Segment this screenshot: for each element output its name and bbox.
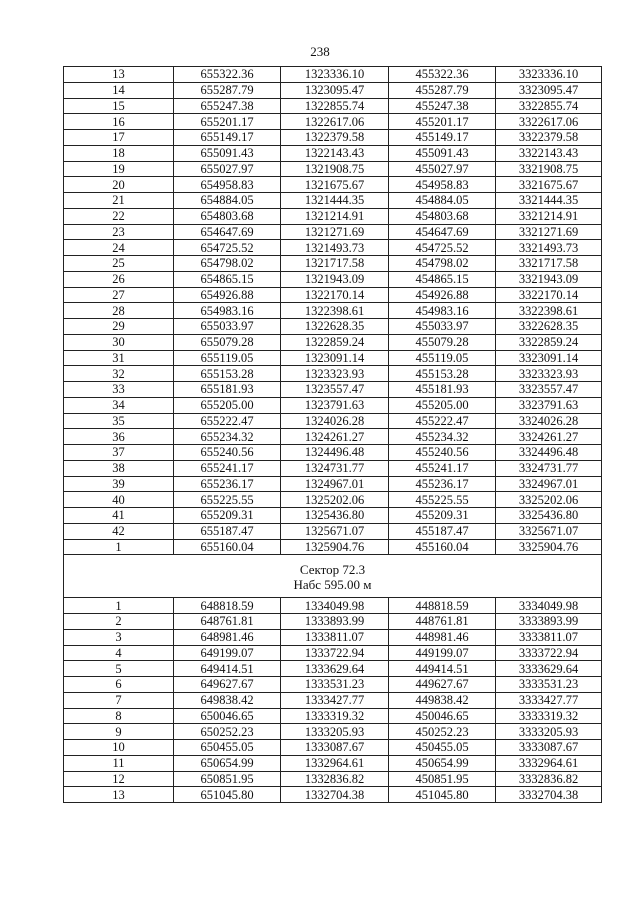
table-row <box>64 256 602 272</box>
coordinate-cell: 649627.67 <box>174 677 281 693</box>
coordinate-cell: 455079.28 <box>389 334 496 350</box>
coordinate-cell: 3321943.09 <box>496 271 602 287</box>
coordinate-cell: 3322379.58 <box>496 130 602 146</box>
coordinate-cell: 3321271.69 <box>496 224 602 240</box>
coordinate-cell: 3322398.61 <box>496 303 602 319</box>
table-row <box>64 755 602 771</box>
coordinate-cell: 655079.28 <box>174 334 281 350</box>
coordinate-cell: 455119.05 <box>389 350 496 366</box>
coordinate-cell: 455234.32 <box>389 429 496 445</box>
table-row <box>64 771 602 787</box>
coordinate-cell: 655149.17 <box>174 130 281 146</box>
coordinate-cell: 1324967.01 <box>281 476 389 492</box>
coordinate-cell: 1324261.27 <box>281 429 389 445</box>
coordinate-cell: 654926.88 <box>174 287 281 303</box>
coordinate-cell: 3332704.38 <box>496 787 602 803</box>
coordinate-cell: 3324261.27 <box>496 429 602 445</box>
coordinate-cell: 455091.43 <box>389 145 496 161</box>
table-row <box>64 177 602 193</box>
coordinate-cell: 1321675.67 <box>281 177 389 193</box>
coordinate-cell: 3322143.43 <box>496 145 602 161</box>
coordinate-cell: 650851.95 <box>174 771 281 787</box>
table-row <box>64 429 602 445</box>
point-number-cell: 12 <box>64 771 174 787</box>
point-number-cell: 38 <box>64 460 174 476</box>
coordinate-cell: 655205.00 <box>174 397 281 413</box>
table-row <box>64 740 602 756</box>
coordinate-cell: 655241.17 <box>174 460 281 476</box>
coordinate-cell: 1325904.76 <box>281 539 389 555</box>
coordinate-cell: 1325202.06 <box>281 492 389 508</box>
coordinate-cell: 1321717.58 <box>281 256 389 272</box>
coordinate-cell: 1323557.47 <box>281 382 389 398</box>
point-number-cell: 27 <box>64 287 174 303</box>
coordinate-cell: 455222.47 <box>389 413 496 429</box>
point-number-cell: 14 <box>64 82 174 98</box>
coordinate-cell: 3334049.98 <box>496 598 602 614</box>
point-number-cell: 42 <box>64 523 174 539</box>
point-number-cell: 37 <box>64 445 174 461</box>
coordinate-cell: 455033.97 <box>389 319 496 335</box>
section-header-cell <box>64 555 602 598</box>
coordinate-cell: 1321493.73 <box>281 240 389 256</box>
coordinate-cell: 455201.17 <box>389 114 496 130</box>
point-number-cell: 36 <box>64 429 174 445</box>
coordinate-cell: 1321214.91 <box>281 208 389 224</box>
coordinate-cell: 455209.31 <box>389 508 496 524</box>
coordinate-cell: 455160.04 <box>389 539 496 555</box>
point-number-cell: 29 <box>64 319 174 335</box>
table-row <box>64 82 602 98</box>
coordinate-cell: 3323095.47 <box>496 82 602 98</box>
coordinate-cell: 1325436.80 <box>281 508 389 524</box>
point-number-cell: 35 <box>64 413 174 429</box>
coordinate-cell: 3321717.58 <box>496 256 602 272</box>
coordinate-cell: 654865.15 <box>174 271 281 287</box>
coordinate-cell: 3332836.82 <box>496 771 602 787</box>
table-row <box>64 539 602 555</box>
coordinate-cell: 1323091.14 <box>281 350 389 366</box>
coordinate-cell: 649838.42 <box>174 692 281 708</box>
point-number-cell: 1 <box>64 539 174 555</box>
coordinate-cell: 1333893.99 <box>281 614 389 630</box>
point-number-cell: 11 <box>64 755 174 771</box>
coordinate-cell: 3322617.06 <box>496 114 602 130</box>
point-number-cell: 23 <box>64 224 174 240</box>
table-row <box>64 67 602 83</box>
table-row <box>64 677 602 693</box>
coordinate-cell: 654647.69 <box>174 224 281 240</box>
point-number-cell: 10 <box>64 740 174 756</box>
coordinate-cell: 3333319.32 <box>496 708 602 724</box>
coordinate-cell: 3333629.64 <box>496 661 602 677</box>
table-row <box>64 350 602 366</box>
coordinate-cell: 649199.07 <box>174 645 281 661</box>
coordinate-cell: 3333087.67 <box>496 740 602 756</box>
point-number-cell: 32 <box>64 366 174 382</box>
coordinate-cell: 3322170.14 <box>496 287 602 303</box>
coordinate-cell: 3333811.07 <box>496 629 602 645</box>
point-number-cell: 6 <box>64 677 174 693</box>
coordinate-cell: 3325202.06 <box>496 492 602 508</box>
point-number-cell: 20 <box>64 177 174 193</box>
table-row <box>64 413 602 429</box>
coordinate-cell: 1325671.07 <box>281 523 389 539</box>
coordinate-cell: 1322859.24 <box>281 334 389 350</box>
point-number-cell: 41 <box>64 508 174 524</box>
table-row <box>64 382 602 398</box>
coordinate-cell: 1324026.28 <box>281 413 389 429</box>
table-row <box>64 271 602 287</box>
coordinate-cell: 448818.59 <box>389 598 496 614</box>
coordinate-cell: 454647.69 <box>389 224 496 240</box>
coordinate-cell: 655181.93 <box>174 382 281 398</box>
coordinate-cell: 655222.47 <box>174 413 281 429</box>
point-number-cell: 39 <box>64 476 174 492</box>
coordinate-cell: 448981.46 <box>389 629 496 645</box>
coordinate-cell: 449838.42 <box>389 692 496 708</box>
point-number-cell: 7 <box>64 692 174 708</box>
coordinate-cell: 455149.17 <box>389 130 496 146</box>
coordinate-cell: 455322.36 <box>389 67 496 83</box>
table-row <box>64 208 602 224</box>
table-row <box>64 319 602 335</box>
point-number-cell: 31 <box>64 350 174 366</box>
coordinate-cell: 655234.32 <box>174 429 281 445</box>
coordinate-cell: 3324026.28 <box>496 413 602 429</box>
table-row <box>64 460 602 476</box>
coordinate-cell: 454926.88 <box>389 287 496 303</box>
coordinate-cell: 655209.31 <box>174 508 281 524</box>
coordinate-cell: 654798.02 <box>174 256 281 272</box>
coordinate-cell: 655322.36 <box>174 67 281 83</box>
table-row <box>64 114 602 130</box>
coordinate-cell: 1322628.35 <box>281 319 389 335</box>
coordinate-cell: 3323557.47 <box>496 382 602 398</box>
point-number-cell: 4 <box>64 645 174 661</box>
section-header-block <box>64 555 602 598</box>
coordinate-cell: 1334049.98 <box>281 598 389 614</box>
coordinate-cell: 651045.80 <box>174 787 281 803</box>
point-number-cell: 30 <box>64 334 174 350</box>
table-row <box>64 240 602 256</box>
coordinate-cell: 655287.79 <box>174 82 281 98</box>
coordinate-cell: 1322855.74 <box>281 98 389 114</box>
coordinate-cell: 1333722.94 <box>281 645 389 661</box>
table-row <box>64 724 602 740</box>
coordinate-cell: 650252.23 <box>174 724 281 740</box>
coordinate-cell: 454958.83 <box>389 177 496 193</box>
table-row <box>64 708 602 724</box>
coordinate-cell: 454865.15 <box>389 271 496 287</box>
coordinate-cell: 455225.55 <box>389 492 496 508</box>
coordinate-cell: 650455.05 <box>174 740 281 756</box>
point-number-cell: 1 <box>64 598 174 614</box>
coordinate-cell: 655187.47 <box>174 523 281 539</box>
coordinate-cell: 649414.51 <box>174 661 281 677</box>
coordinate-cell: 1332964.61 <box>281 755 389 771</box>
coordinate-cell: 454983.16 <box>389 303 496 319</box>
coordinate-cell: 655201.17 <box>174 114 281 130</box>
coordinate-cell: 1333427.77 <box>281 692 389 708</box>
point-number-cell: 22 <box>64 208 174 224</box>
coordinate-cell: 654725.52 <box>174 240 281 256</box>
coordinate-cell: 648818.59 <box>174 598 281 614</box>
coordinate-cell: 3323323.93 <box>496 366 602 382</box>
table-row <box>64 598 602 614</box>
table-row <box>64 445 602 461</box>
coordinate-cell: 448761.81 <box>389 614 496 630</box>
point-number-cell: 9 <box>64 724 174 740</box>
coordinate-cell: 3322859.24 <box>496 334 602 350</box>
coordinate-cell: 1333531.23 <box>281 677 389 693</box>
table-row <box>64 130 602 146</box>
coordinate-cell: 1332836.82 <box>281 771 389 787</box>
coordinate-cell: 455027.97 <box>389 161 496 177</box>
coordinate-cell: 3333531.23 <box>496 677 602 693</box>
coordinate-cell: 3322628.35 <box>496 319 602 335</box>
table-row <box>64 508 602 524</box>
table-row <box>64 145 602 161</box>
coordinate-cell: 3324496.48 <box>496 445 602 461</box>
coordinate-cell: 3321214.91 <box>496 208 602 224</box>
coordinate-cell: 455236.17 <box>389 476 496 492</box>
table-row <box>64 366 602 382</box>
coordinate-cell: 1333811.07 <box>281 629 389 645</box>
coordinate-cell: 454725.52 <box>389 240 496 256</box>
coordinate-cell: 455205.00 <box>389 397 496 413</box>
coordinate-cell: 655247.38 <box>174 98 281 114</box>
table-row <box>64 193 602 209</box>
coordinate-cell: 3325904.76 <box>496 539 602 555</box>
coordinate-cell: 449414.51 <box>389 661 496 677</box>
point-number-cell: 28 <box>64 303 174 319</box>
table-row <box>64 492 602 508</box>
coordinate-cell: 655225.55 <box>174 492 281 508</box>
point-number-cell: 19 <box>64 161 174 177</box>
table-row <box>64 787 602 803</box>
coordinate-cell: 3324967.01 <box>496 476 602 492</box>
coordinate-cell: 1321271.69 <box>281 224 389 240</box>
point-number-cell: 5 <box>64 661 174 677</box>
coordinate-cell: 1322143.43 <box>281 145 389 161</box>
coordinate-cell: 3332964.61 <box>496 755 602 771</box>
point-number-cell: 25 <box>64 256 174 272</box>
coordinate-cell: 1321943.09 <box>281 271 389 287</box>
coordinate-cell: 454884.05 <box>389 193 496 209</box>
coordinate-cell: 1323095.47 <box>281 82 389 98</box>
coordinate-cell: 1322617.06 <box>281 114 389 130</box>
coordinate-cell: 655091.43 <box>174 145 281 161</box>
coordinate-cell: 1322398.61 <box>281 303 389 319</box>
table-row <box>64 476 602 492</box>
coordinate-cell: 655236.17 <box>174 476 281 492</box>
coordinate-cell: 451045.80 <box>389 787 496 803</box>
coordinate-cell: 1332704.38 <box>281 787 389 803</box>
table-row <box>64 523 602 539</box>
point-number-cell: 2 <box>64 614 174 630</box>
coordinate-cell: 650654.99 <box>174 755 281 771</box>
coordinate-cell: 1324496.48 <box>281 445 389 461</box>
coordinate-cell: 1333629.64 <box>281 661 389 677</box>
coordinate-cell: 1333319.32 <box>281 708 389 724</box>
section-title: Сектор 72.3 <box>299 562 366 578</box>
coordinate-cell: 449199.07 <box>389 645 496 661</box>
table-row <box>64 614 602 630</box>
point-number-cell: 3 <box>64 629 174 645</box>
coordinate-cell: 3323791.63 <box>496 397 602 413</box>
coordinate-cell: 1322379.58 <box>281 130 389 146</box>
coordinates-table-body-b <box>64 598 602 803</box>
section-header-row <box>64 555 602 598</box>
table-row <box>64 645 602 661</box>
coordinate-cell: 655160.04 <box>174 539 281 555</box>
coordinate-cell: 655240.56 <box>174 445 281 461</box>
coordinate-cell: 450654.99 <box>389 755 496 771</box>
coordinate-cell: 648981.46 <box>174 629 281 645</box>
coordinate-cell: 1321444.35 <box>281 193 389 209</box>
coordinate-cell: 449627.67 <box>389 677 496 693</box>
coordinate-cell: 450851.95 <box>389 771 496 787</box>
section-subtitle: Набс 595.00 м <box>293 577 372 593</box>
table-row <box>64 397 602 413</box>
point-number-cell: 15 <box>64 98 174 114</box>
coordinate-cell: 654803.68 <box>174 208 281 224</box>
coordinate-cell: 450455.05 <box>389 740 496 756</box>
coordinate-cell: 1333087.67 <box>281 740 389 756</box>
point-number-cell: 21 <box>64 193 174 209</box>
coordinate-cell: 3321908.75 <box>496 161 602 177</box>
point-number-cell: 8 <box>64 708 174 724</box>
point-number-cell: 26 <box>64 271 174 287</box>
coordinate-cell: 655153.28 <box>174 366 281 382</box>
coordinates-table <box>63 66 602 803</box>
table-row <box>64 629 602 645</box>
table-row <box>64 303 602 319</box>
coordinate-cell: 3323091.14 <box>496 350 602 366</box>
coordinate-cell: 1333205.93 <box>281 724 389 740</box>
point-number-cell: 40 <box>64 492 174 508</box>
coordinate-cell: 455247.38 <box>389 98 496 114</box>
coordinate-cell: 655027.97 <box>174 161 281 177</box>
coordinate-cell: 450252.23 <box>389 724 496 740</box>
coordinate-cell: 1323323.93 <box>281 366 389 382</box>
point-number-cell: 13 <box>64 67 174 83</box>
coordinate-cell: 455187.47 <box>389 523 496 539</box>
page-number: 238 <box>310 44 330 59</box>
point-number-cell: 34 <box>64 397 174 413</box>
coordinate-cell: 1322170.14 <box>281 287 389 303</box>
coordinate-cell: 455240.56 <box>389 445 496 461</box>
coordinate-cell: 1323336.10 <box>281 67 389 83</box>
table-row <box>64 661 602 677</box>
table-row <box>64 692 602 708</box>
coordinates-table-body-a <box>64 67 602 555</box>
coordinate-cell: 655119.05 <box>174 350 281 366</box>
table-row <box>64 287 602 303</box>
point-number-cell: 13 <box>64 787 174 803</box>
coordinate-cell: 455287.79 <box>389 82 496 98</box>
coordinate-cell: 454798.02 <box>389 256 496 272</box>
coordinate-cell: 3325436.80 <box>496 508 602 524</box>
coordinate-cell: 650046.65 <box>174 708 281 724</box>
coordinate-cell: 1323791.63 <box>281 397 389 413</box>
table-row <box>64 98 602 114</box>
point-number-cell: 16 <box>64 114 174 130</box>
point-number-cell: 33 <box>64 382 174 398</box>
coordinate-cell: 454803.68 <box>389 208 496 224</box>
coordinate-cell: 3333893.99 <box>496 614 602 630</box>
coordinate-cell: 3333722.94 <box>496 645 602 661</box>
coordinate-cell: 3323336.10 <box>496 67 602 83</box>
coordinate-cell: 1321908.75 <box>281 161 389 177</box>
coordinate-cell: 3321675.67 <box>496 177 602 193</box>
coordinate-cell: 3325671.07 <box>496 523 602 539</box>
coordinate-cell: 450046.65 <box>389 708 496 724</box>
table-row <box>64 334 602 350</box>
coordinate-cell: 3321444.35 <box>496 193 602 209</box>
point-number-cell: 17 <box>64 130 174 146</box>
point-number-cell: 24 <box>64 240 174 256</box>
coordinate-cell: 3324731.77 <box>496 460 602 476</box>
coordinate-cell: 1324731.77 <box>281 460 389 476</box>
point-number-cell: 18 <box>64 145 174 161</box>
coordinate-cell: 455153.28 <box>389 366 496 382</box>
coordinate-cell: 3322855.74 <box>496 98 602 114</box>
coordinate-cell: 648761.81 <box>174 614 281 630</box>
coordinate-cell: 3333205.93 <box>496 724 602 740</box>
coordinate-cell: 455241.17 <box>389 460 496 476</box>
coordinate-cell: 654983.16 <box>174 303 281 319</box>
table-row <box>64 161 602 177</box>
table-row <box>64 224 602 240</box>
coordinate-cell: 3321493.73 <box>496 240 602 256</box>
coordinate-cell: 3333427.77 <box>496 692 602 708</box>
coordinate-cell: 654884.05 <box>174 193 281 209</box>
coordinate-cell: 655033.97 <box>174 319 281 335</box>
coordinate-cell: 455181.93 <box>389 382 496 398</box>
coordinate-cell: 654958.83 <box>174 177 281 193</box>
